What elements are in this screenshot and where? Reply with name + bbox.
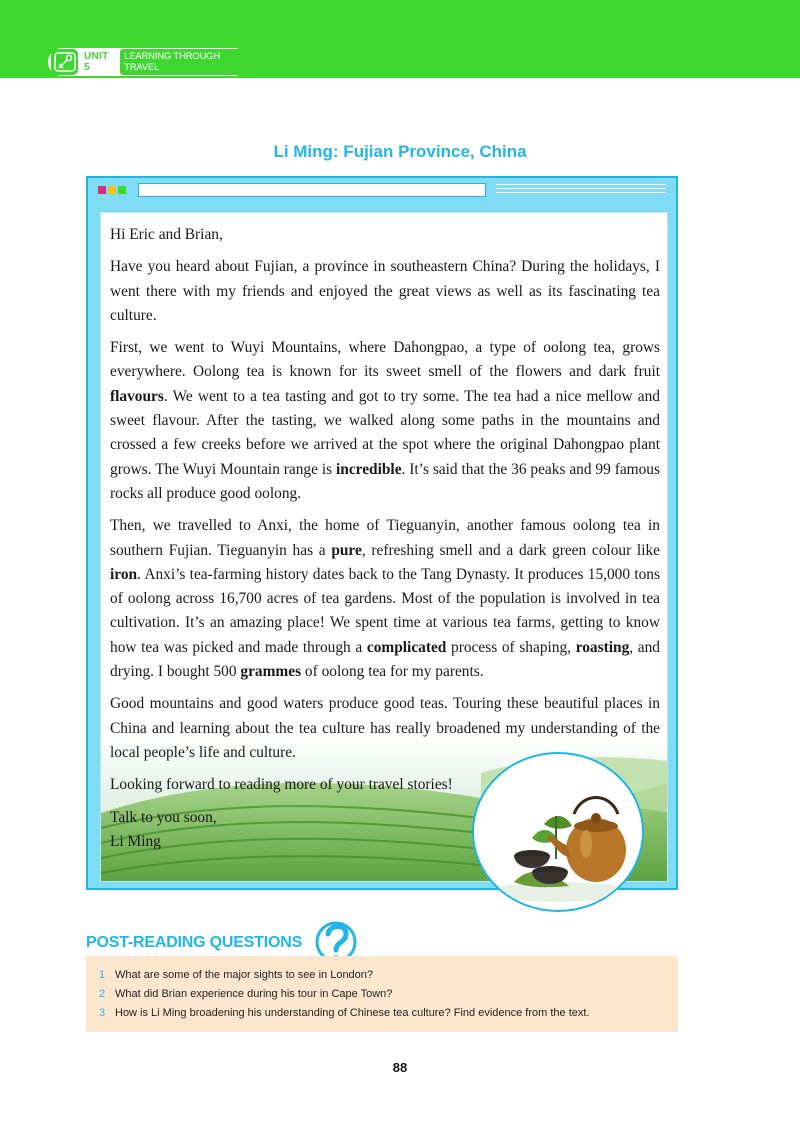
section-title: Li Ming: Fujian Province, China [273, 142, 527, 161]
letter-text: of oolong tea for my parents. [301, 663, 484, 681]
letter-text: . We went to a tea tasting and got to try some. The tea had a nice mellow and sweet flavour. After the tasting, we walked along some paths in the mountains and crossed a few creeks before we arrived at the spot where the original Dahongpao plant grows. The Wuyi Mountain range is [110, 387, 660, 478]
question-number: 2 [99, 988, 106, 1000]
question-item [99, 966, 678, 985]
vocab-word: incredible [335, 460, 402, 478]
letter-paragraph [110, 255, 660, 328]
letter-greeting: Hi Eric and Brian, [110, 226, 223, 243]
letter-text: . Anxi’s tea-farming history dates back to the Tang Dynasty. It produces 15,000 tons of oolong across 16,700 acres of tea gardens. Most of the population is involved in tea cultivation. It’s an amazing place! We spent time at various tea farms, getting to know how tea was picked and made through a [110, 565, 660, 656]
key-icon [51, 49, 78, 75]
letter-text: , and drying. I bought 500 [110, 638, 660, 681]
vocab-word: roasting [575, 638, 630, 656]
header-band [0, 0, 800, 78]
letter-text: , refreshing smell and a dark green colour like [361, 541, 660, 559]
question-number: 1 [99, 969, 106, 981]
vocab-word: complicated [366, 638, 447, 656]
vocab-word: pure [331, 541, 362, 559]
letter-closing: Talk to you soon, [110, 808, 217, 826]
question-text: What are some of the major sights to see in London? [115, 969, 374, 981]
letter-text: . It’s said that the 36 peaks and 99 famous rocks all produce good oolong. [110, 460, 660, 502]
browser-toolbar [88, 178, 676, 202]
dot-icon [118, 186, 126, 194]
address-bar [138, 183, 486, 197]
vocab-word: grammes [240, 663, 302, 681]
letter-text: process of shaping, [446, 638, 576, 656]
unit-title: LEARNING THROUGH TRAVEL [120, 49, 248, 75]
letter-text: Have you heard about Fujian, a province in southeastern China? During the holidays, I went there with my friends and enjoyed the great views as well as its fascinating tea culture. [110, 258, 660, 324]
question-item [99, 985, 678, 1004]
teapot-icon [474, 754, 644, 912]
unit-number: UNIT 5 [84, 51, 109, 73]
unit-badge [48, 48, 248, 76]
page-number: 88 [392, 1060, 408, 1075]
letter-text: Good mountains and good waters produce good teas. Touring these beautiful places in China and learning about the tea culture has really broadened my understanding of the local people’s life and culture. [110, 695, 660, 761]
question-text: What did Brian experience during his tour in Cape Town? [115, 988, 393, 1000]
letter-paragraph [110, 514, 660, 684]
letter-text: First, we went to Wuyi Mountains, where Dahongpao, a type of oolong tea, grows everywhere. Oolong tea is known for its sweet smell of the flowers and dark fruit [110, 339, 660, 381]
letter-text: Looking forward to reading more of your travel stories! [110, 776, 453, 794]
question-text: How is Li Ming broadening his understanding of Chinese tea culture? Find evidence from the text. [115, 1007, 590, 1019]
post-reading-heading: POST-READING QUESTIONS [86, 934, 303, 951]
letter-text: Then, we travelled to Anxi, the home of Tieguanyin, another famous oolong tea in southern Fujian. Tieguanyin has a [110, 517, 660, 559]
questions-box [86, 956, 678, 1032]
dot-icon [98, 186, 106, 194]
vocab-word: flavours [110, 387, 164, 405]
dot-icon [108, 186, 116, 194]
question-item [99, 1004, 678, 1023]
teapot-image [472, 752, 644, 912]
menu-lines-icon [496, 184, 666, 196]
letter-paragraph [110, 336, 660, 506]
vocab-word: iron [110, 565, 138, 583]
letter-signature: Li Ming [110, 832, 161, 850]
question-number: 3 [99, 1007, 106, 1019]
